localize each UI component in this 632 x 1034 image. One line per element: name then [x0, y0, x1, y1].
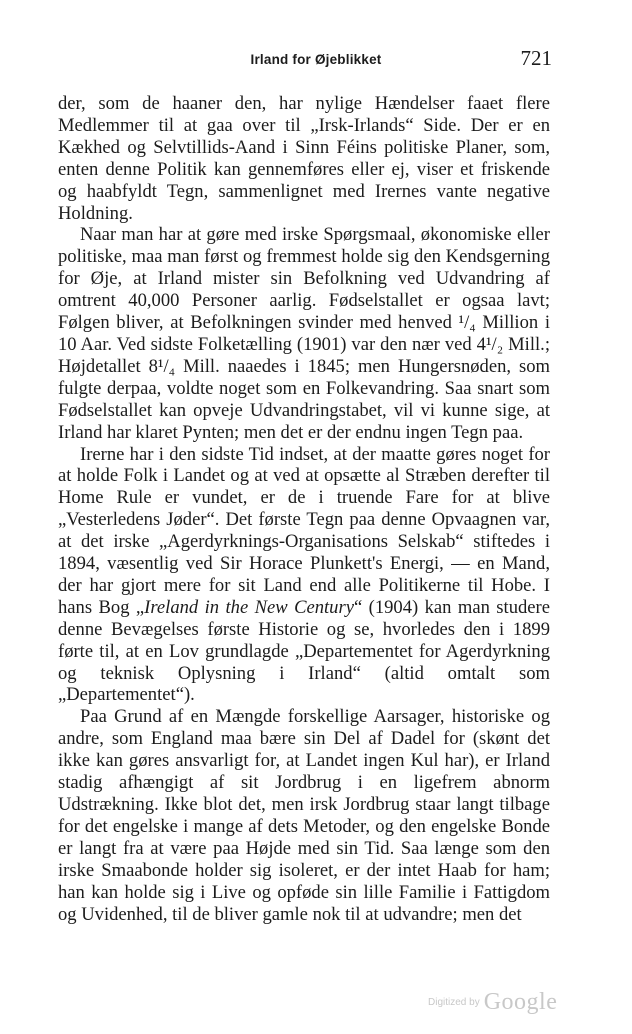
paragraph-text: Irerne har i den sidste Tid indset, at der maatte gøres noget for at holde Folk i Landet og at ved at opsætte al Stræben derefter til Home Rule er vundet, er de i truende Fare for at blive „Vesterledens Jøder“. Det første Tegn paa denne Opvaagnen var, at det irske „Agerdyrknings-Organisations Selskab“ stiftedes i 1894, væsentlig ved Sir Horace Plunkett's Energi, — en Mand, der har gjort mere for sit Land end alle Politikerne til Hobe. I hans Bog „	[58, 443, 550, 618]
paragraph: der, som de haaner den, har nylige Hændelser faaet flere Medlemmer til at gaa over til „Irsk-Irlands“ Side. Der er en Kækhed og Selvtillids-Aand i Sinn Féins politiske Planer, som, enten denne Politik kan gennemføres eller ej, viser et friskende og haabfyldt Tegn, sammenlignet med Irernes vante negative Holdning.	[58, 93, 550, 224]
paragraph-text: “ (1904) kan man studere denne Bevægelses første Historie og se, hvorledes den i 1899 førte til, at en Lov grundlagde „Departementet for Agerdyrkning og teknisk Oplysning i Irland“ (altid omtalt som „Departementet“).	[58, 596, 550, 706]
page-number: 721	[520, 46, 552, 70]
digitized-watermark	[428, 989, 557, 1016]
paragraph: Paa Grund af en Mængde forskellige Aarsager, historiske og andre, som England maa bære sin Del af Dadel for (skønt det ikke kan gøres ansvarligt for, at Landet ingen Kul har), er Irland stadig afhængigt af sit Jordbrug i en ligefrem abnorm Udstrækning. Ikke blot det, men irsk Jordbrug staar langt tilbage for det engelske i mange af dets Metoder, og den engelske Bonde er langt fra at være paa Højde med sin Tid. Saa længe som den irske Smaabonde holder sig isoleret, er der intet Haab for ham; han kan holde sig i Live og opføde sin lille Familie i Fattigdom og Uvidenhed, til de bliver gamle nok til at udvandre; men det	[58, 706, 550, 925]
paragraph: Naar man har at gøre med irske Spørgsmaal, økonomiske eller politiske, maa man først og fremmest holde sig den Kendsgerning for Øje, at Irland mister sin Befolkning ved Udvandring af omtrent 40,000 Personer aarlig. Fødselstallet er ogsaa lavt; Følgen bliver, at Befolkningen svinder med henved ¹/₄ Million i 10 Aar. Ved sidste Folketælling (1901) var den nær ved 4¹/₂ Mill.; Højdetallet 8¹/₄ Mill. naaedes i 1845; men Hungersnøden, som fulgte derpaa, voldte noget som en Folkevandring. Saa snart som Fødselstallet kan opveje Udvandringstabet, vil vi kunne sige, at Irland har klaret Pynten; men det er der endnu ingen Tegn paa.	[58, 224, 550, 443]
book-title: Ireland in the New Century	[144, 596, 354, 618]
page-title: Irland for Øjeblikket	[250, 52, 382, 67]
watermark-logo: Google	[483, 989, 558, 1015]
body-text	[58, 93, 550, 925]
watermark-prefix: Digitized by	[428, 997, 480, 1008]
paragraph	[58, 444, 550, 707]
